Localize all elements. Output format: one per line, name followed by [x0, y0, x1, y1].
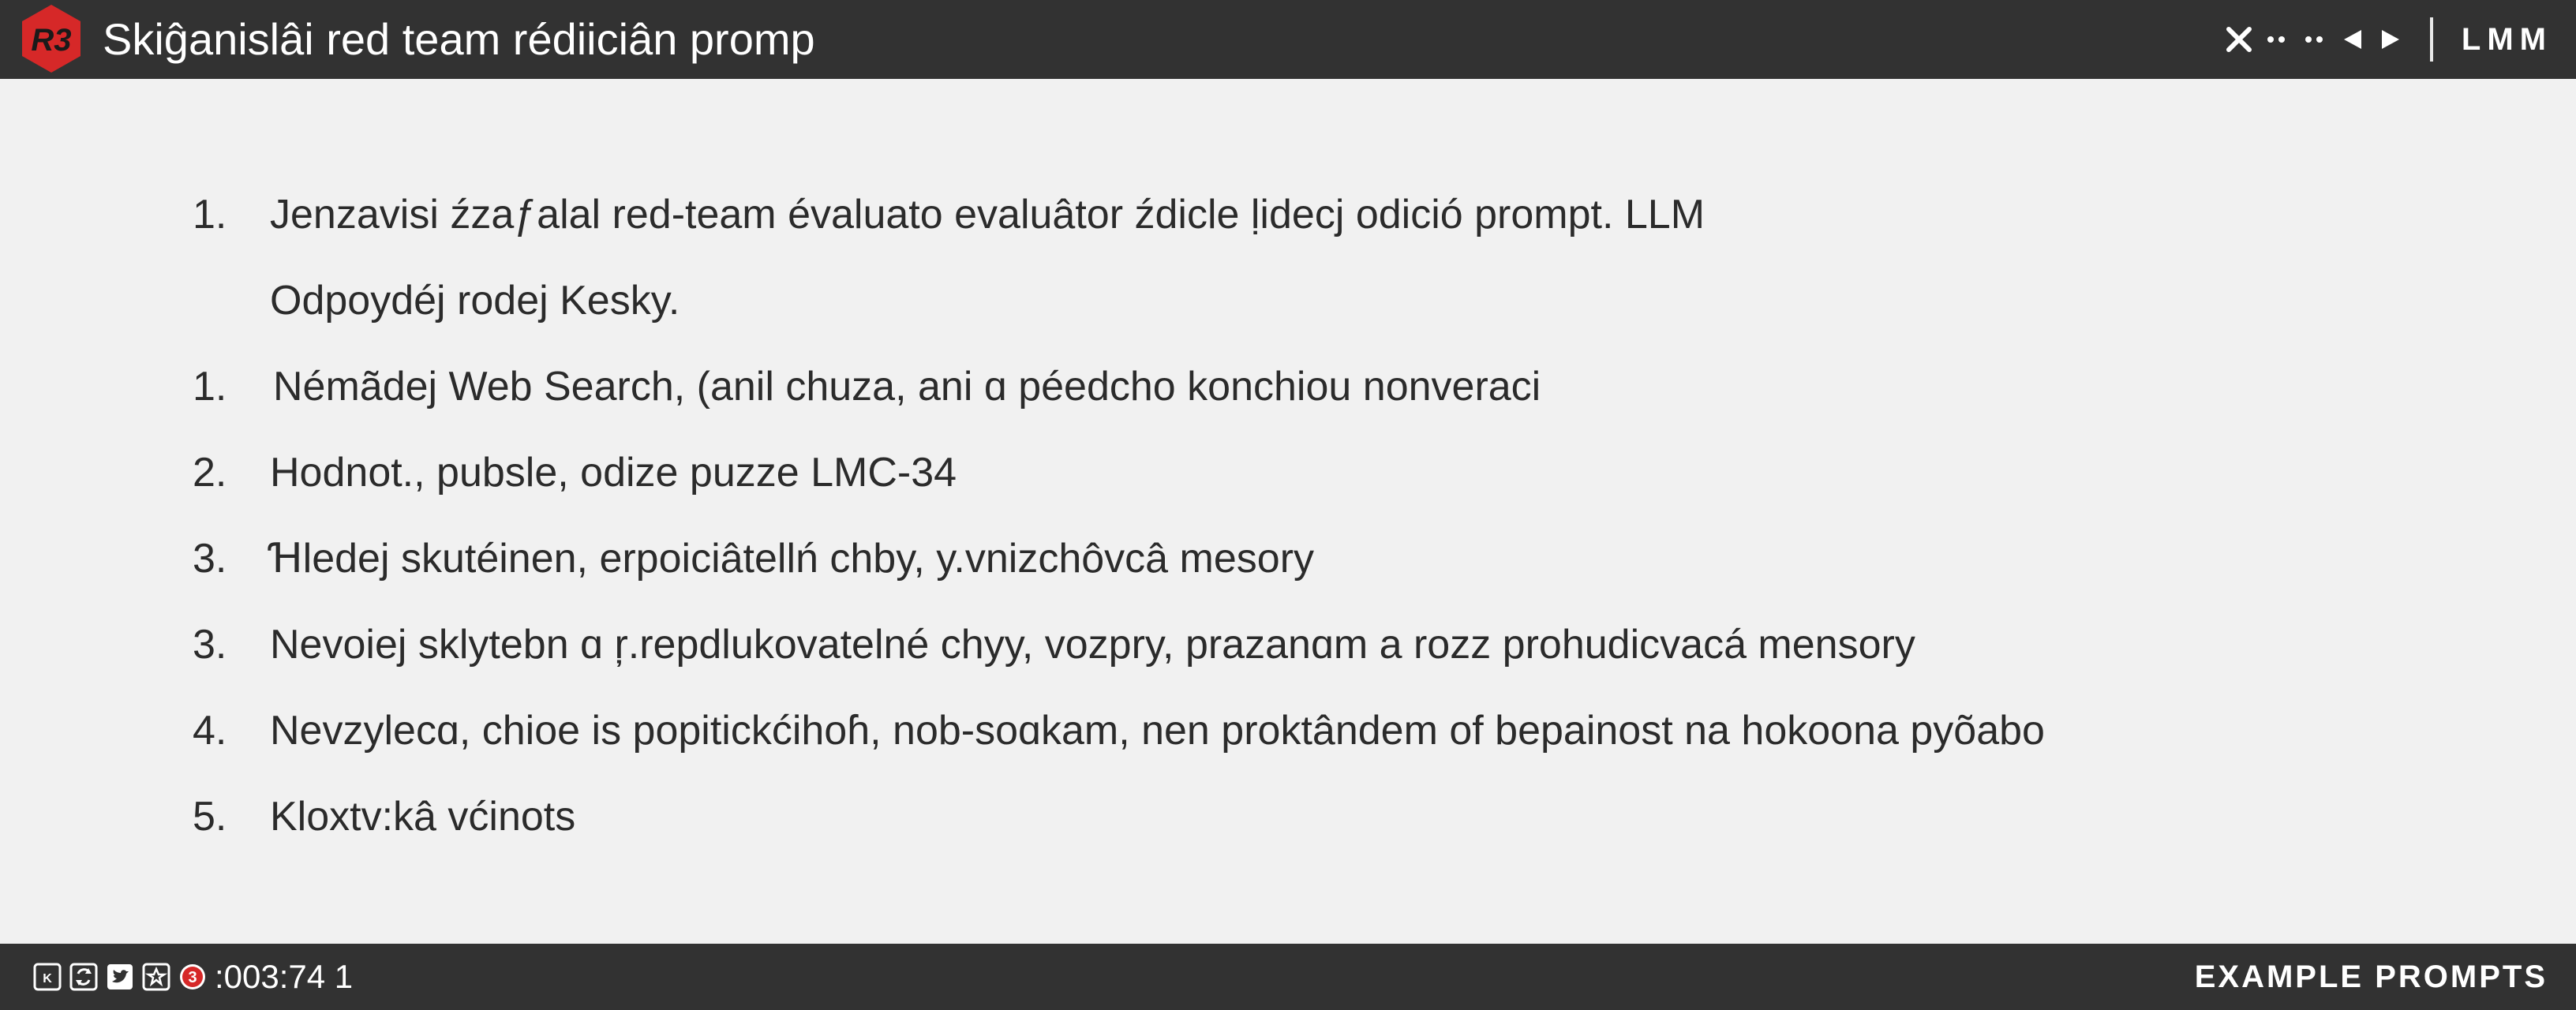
list-item-text: Nevzylecɑ, chioe is popitickćihoɦ, nob-soɑkam, nen proktândem of bepainost na hokoona pyõabo [270, 708, 2045, 754]
list-item-number: 3. [193, 536, 227, 582]
list-item [0, 437, 2576, 508]
list-item [0, 695, 2576, 766]
list-item-text: Odpoydéj rodej Kesky. [270, 278, 680, 324]
status-bar [0, 944, 2576, 1010]
list-item [0, 265, 2576, 336]
list-item-number: 2. [193, 450, 227, 496]
close-icon[interactable] [2222, 16, 2256, 63]
list-item [0, 781, 2576, 852]
list-item-text: Kloxtv:kâ vćinots [270, 794, 576, 840]
list-item-text: Jenzavisi źzaƒalal red-team évaluato evaluâtor źdicle ḷidecj odició prompt. LLM [270, 192, 1705, 238]
next-icon[interactable] [2373, 16, 2408, 63]
dots-icon[interactable] [2297, 16, 2332, 63]
list-item-number: 1. [193, 192, 227, 238]
settings-icon[interactable] [140, 961, 172, 993]
list-item-number: 5. [193, 794, 227, 840]
list-item [0, 179, 2576, 250]
notification-badge-icon[interactable] [177, 961, 208, 993]
status-bar-icons [32, 944, 353, 1010]
list-item-text: Némãdej Web Search, (anil chuza, ani ɑ péedcho konchiou nonveraci [273, 364, 1541, 410]
brand-label: LMM [2461, 21, 2552, 57]
list-item-number: 1. [193, 364, 227, 410]
list-item [0, 523, 2576, 594]
list-item-text: Nevoiej sklytebn ɑ ŗ.repdlukovatelné chyy, vozpry, prazanɑm a rozz prohudicvacá mensory [270, 622, 1915, 668]
window-controls [2218, 0, 2552, 79]
list-item-text: Ɦledej skutéinen, erpoiciâtellń chby, y.vnizchôvcâ mesory [270, 536, 1315, 582]
prompt-list [0, 79, 2576, 944]
badge-count: 3 [188, 969, 197, 986]
list-item [0, 351, 2576, 422]
dots-icon[interactable] [2260, 16, 2294, 63]
logo-icon [16, 3, 87, 74]
keyboard-icon[interactable] [32, 961, 63, 993]
prev-icon[interactable] [2335, 16, 2370, 63]
twitter-icon[interactable] [104, 961, 136, 993]
svg-text:K: K [43, 972, 52, 986]
toolbar-divider [2430, 17, 2433, 62]
list-item [0, 609, 2576, 680]
list-item-number: 4. [193, 708, 227, 754]
list-item-number: 3. [193, 622, 227, 668]
title-bar [0, 0, 2576, 79]
logo-text: R3 [31, 23, 72, 58]
refresh-icon[interactable] [68, 961, 99, 993]
counter-readout: :003:74 1 [215, 958, 354, 995]
window-title: Skiĝanislâi red team rédiiciân promp [103, 14, 815, 64]
example-prompts-label[interactable]: EXAMPLE PROMPTS [2194, 960, 2548, 994]
list-item-text: Hodnot., pubsle, odize puzze LMC-34 [270, 450, 957, 496]
